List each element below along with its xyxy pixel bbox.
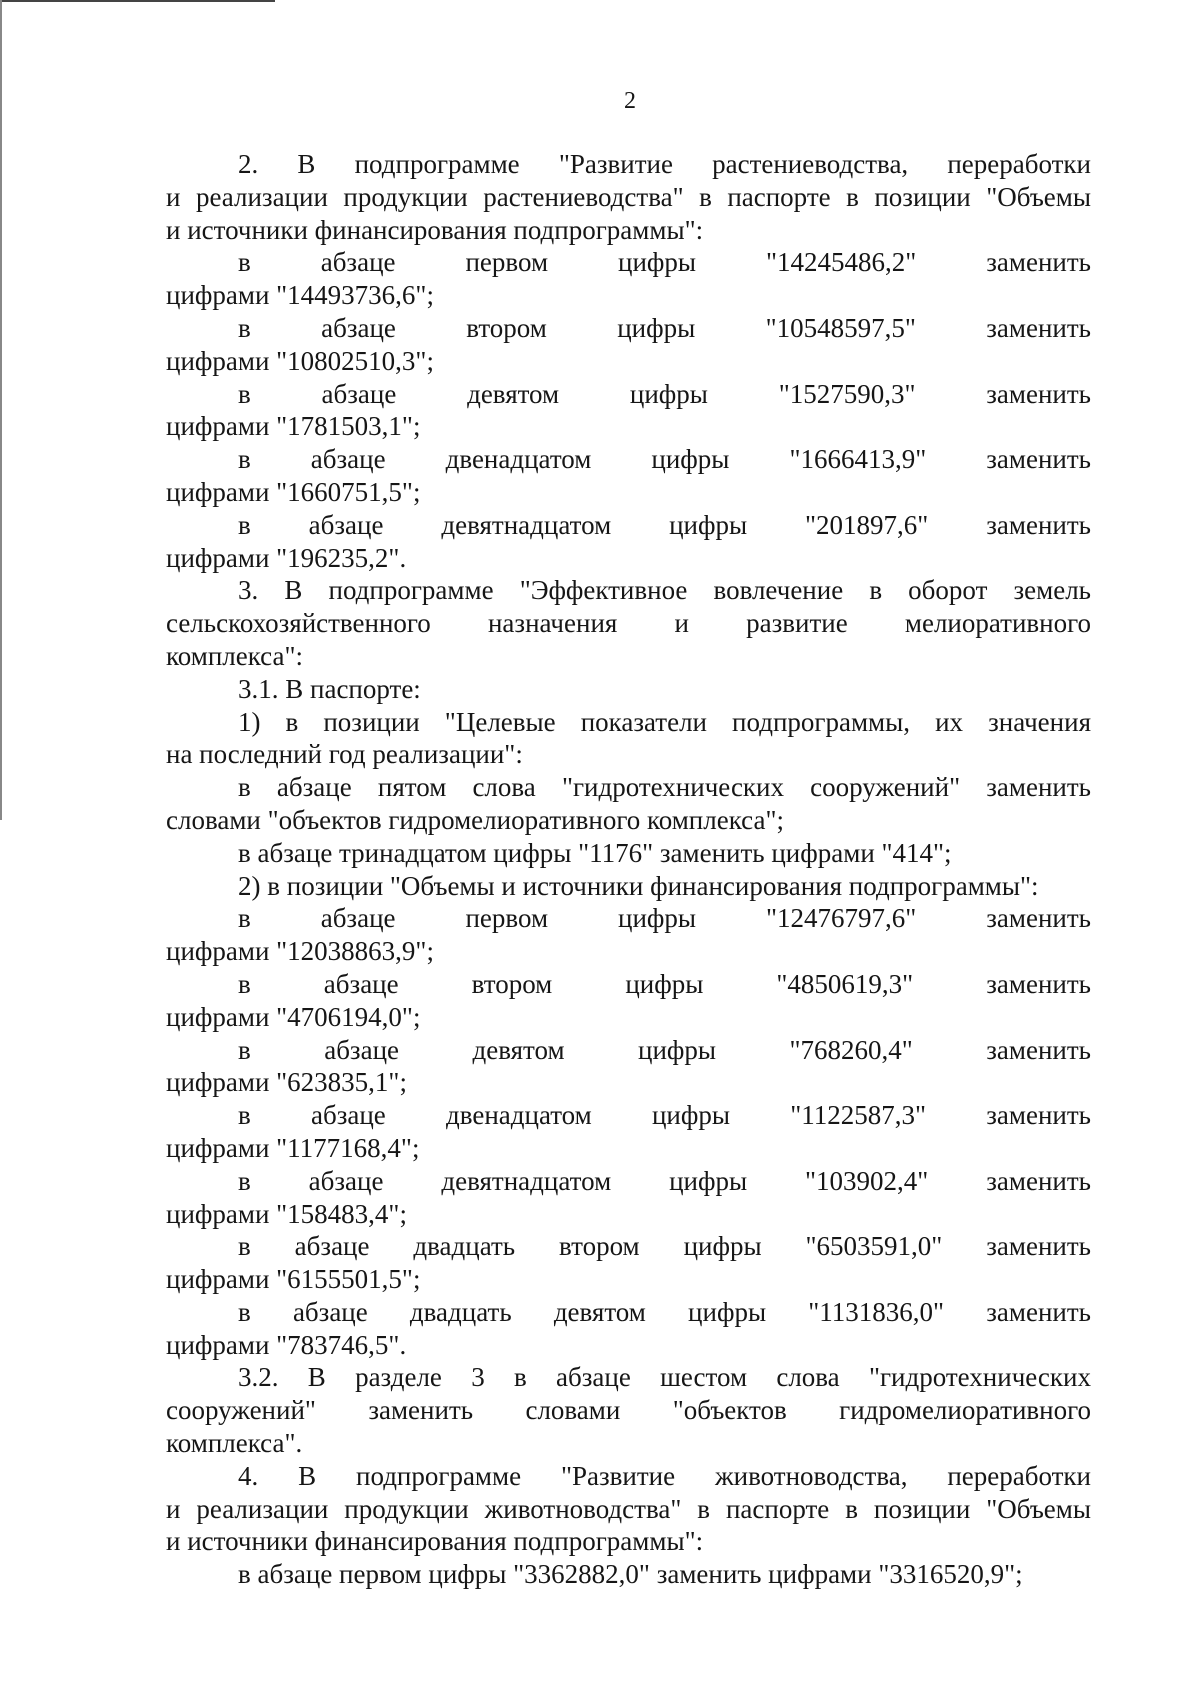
item-3-edit-6-line-2: цифрами "6155501,5"; — [166, 1264, 421, 1295]
item-3-heading-line-3: комплекса": — [166, 640, 303, 671]
item-2-edit-2-line-1: в абзаце втором цифры "10548597,5" заменить — [238, 312, 1091, 343]
item-3-1-heading: 3.1. В паспорте: — [238, 673, 421, 704]
item-2-edit-3-line-2: цифрами "1781503,1"; — [166, 411, 421, 442]
scan-edge-top — [0, 0, 275, 2]
document-body — [166, 148, 1091, 1591]
item-3-edit-2-line-2: цифрами "4706194,0"; — [166, 1001, 421, 1032]
item-3-2-line-3: комплекса". — [166, 1428, 303, 1459]
item-3-2-line-2: сооружений" заменить словами "объектов гидромелиоративного — [166, 1395, 1091, 1426]
item-3-position-2: 2) в позиции "Объемы и источники финансирования подпрограммы": — [238, 870, 1039, 901]
scan-edge-left — [0, 0, 2, 820]
item-3-edit-1-line-1: в абзаце первом цифры "12476797,6" заменить — [238, 903, 1091, 934]
item-3-para-5-line-1: в абзаце пятом слова "гидротехнических сооружений" заменить — [238, 772, 1091, 803]
page-number: 2 — [624, 88, 636, 114]
item-2-edit-1-line-1: в абзаце первом цифры "14245486,2" заменить — [238, 247, 1091, 278]
item-3-edit-3-line-2: цифрами "623835,1"; — [166, 1067, 407, 1098]
item-2-heading-line-2: и реализации продукции растениеводства" в паспорте в позиции "Объемы — [166, 181, 1091, 212]
item-3-edit-6-line-1: в абзаце двадцать втором цифры "6503591,0" заменить — [238, 1231, 1091, 1262]
item-3-edit-4-line-1: в абзаце двенадцатом цифры "1122587,3" заменить — [238, 1100, 1091, 1131]
item-4-heading-line-2: и реализации продукции животноводства" в паспорте в позиции "Объемы — [166, 1493, 1091, 1524]
item-3 — [166, 574, 1091, 1460]
item-4 — [166, 1460, 1091, 1591]
item-2-edit-4-line-1: в абзаце двенадцатом цифры "1666413,9" заменить — [238, 444, 1091, 475]
item-3-edit-2-line-1: в абзаце втором цифры "4850619,3" заменить — [238, 968, 1091, 999]
item-3-edit-4-line-2: цифрами "1177168,4"; — [166, 1132, 420, 1163]
item-2 — [166, 148, 1091, 574]
item-4-heading-line-3: и источники финансирования подпрограммы": — [166, 1526, 704, 1557]
item-2-edit-3-line-1: в абзаце девятом цифры "1527590,3" заменить — [238, 378, 1091, 409]
item-3-edit-7-line-2: цифрами "783746,5". — [166, 1329, 407, 1360]
item-2-heading-line-1: 2. В подпрограмме "Развитие растениеводства, переработки — [238, 149, 1091, 179]
item-3-para-13: в абзаце тринадцатом цифры "1176" заменить цифрами "414"; — [238, 837, 952, 868]
item-2-edit-5-line-1: в абзаце девятнадцатом цифры "201897,6" заменить — [238, 509, 1091, 540]
item-4-edit-1: в абзаце первом цифры "3362882,0" заменить цифрами "3316520,9"; — [238, 1559, 1023, 1590]
item-2-edit-4-line-2: цифрами "1660751,5"; — [166, 476, 421, 507]
item-4-heading-line-1: 4. В подпрограмме "Развитие животноводства, переработки — [238, 1460, 1091, 1491]
item-3-heading-line-1: 3. В подпрограмме "Эффективное вовлечение в оборот земель — [238, 575, 1091, 606]
item-2-edit-5-line-2: цифрами "196235,2". — [166, 542, 407, 573]
item-3-edit-7-line-1: в абзаце двадцать девятом цифры "1131836,0" заменить — [238, 1296, 1091, 1327]
item-3-edit-3-line-1: в абзаце девятом цифры "768260,4" заменить — [238, 1034, 1091, 1065]
item-3-para-5-line-2: словами "объектов гидромелиоративного комплекса"; — [166, 804, 784, 835]
item-3-heading-line-2: сельскохозяйственного назначения и развитие мелиоративного — [166, 608, 1091, 639]
item-2-heading-line-3: и источники финансирования подпрограммы": — [166, 214, 704, 245]
item-3-edit-5-line-1: в абзаце девятнадцатом цифры "103902,4" заменить — [238, 1165, 1091, 1196]
item-3-position-1-line-1: 1) в позиции "Целевые показатели подпрограммы, их значения — [238, 706, 1091, 737]
item-3-edit-5-line-2: цифрами "158483,4"; — [166, 1198, 407, 1229]
item-2-edit-1-line-2: цифрами "14493736,6"; — [166, 280, 434, 311]
item-3-2-line-1: 3.2. В разделе 3 в абзаце шестом слова "гидротехнических — [238, 1362, 1091, 1393]
item-3-edit-1-line-2: цифрами "12038863,9"; — [166, 936, 434, 967]
item-3-position-1-line-2: на последний год реализации": — [166, 739, 523, 770]
item-2-edit-2-line-2: цифрами "10802510,3"; — [166, 345, 434, 376]
